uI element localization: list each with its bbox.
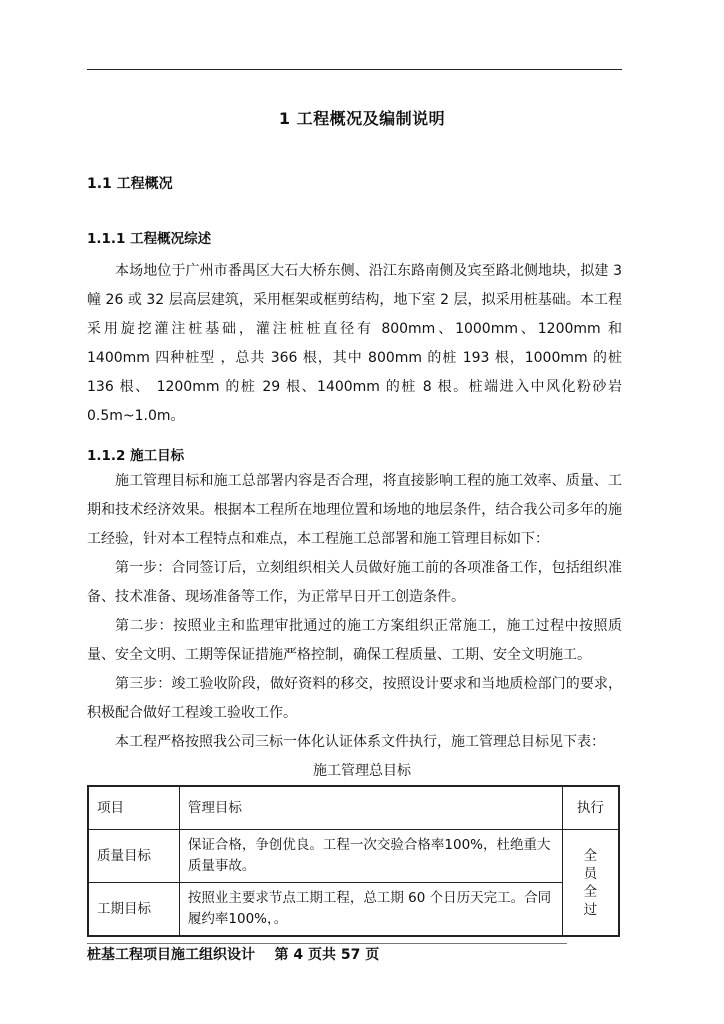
exec-cell (562, 830, 619, 937)
step-three-paragraph: 第三步：竣工验收阶段，做好资料的移交，按照设计要求和当地质检部门的要求，积极配合做好工程竣工验收工作。 (87, 676, 622, 721)
table-row (88, 830, 619, 883)
goals-table (87, 785, 620, 937)
overview-paragraph: 本场地位于广州市番禺区大石大桥东侧、沿江东路南侧及宾至路北侧地块，拟建 3 幢 26 或 32 层高层建筑，采用框架或框剪结构，地下室 2 层，拟采用桩基础。本工程采用旋挖灌注桩基础，灌注桩桩直径有 800mm、1000mm、1200mm 和 1400mm 四种桩型 ，总共 366 根，其中 800mm 的桩 193 根，1000mm 的桩 136 根、 1200mm 的桩 29 根、1400mm 的桩 8 根。桩端进入中风化粉砂岩 0.5m~1.0m。 (87, 263, 622, 424)
subsection-heading-overview: 1.1.1 工程概况综述 (87, 231, 212, 247)
page-footer: 桩基工程项目施工组织设计 第 4 页共 57 页 (87, 947, 380, 963)
exec-char: 员 (583, 865, 598, 882)
step-two-paragraph: 第二步：按照业主和监理审批通过的施工方案组织正常施工，施工过程中按照质量、安全文明、工期等保证措施严格控制，确保工程质量、工期、安全文明施工。 (87, 618, 622, 663)
row-goal: 按照业主要求节点工期工程，总工期 60 个日历天完工。合同履约率100%，。 (179, 883, 562, 937)
row-goal: 保证合格，争创优良。工程一次交验合格率100%，杜绝重大质量事故。 (179, 830, 562, 883)
table-row (88, 883, 619, 937)
table-intro-paragraph: 本工程严格按照我公司三标一体化认证体系文件执行，施工管理总目标见下表： (115, 734, 605, 750)
header-goal: 管理目标 (179, 786, 562, 830)
exec-char: 全 (583, 847, 598, 864)
table-caption: 施工管理总目标 (313, 763, 411, 779)
exec-char: 过 (583, 901, 598, 918)
header-item: 项目 (88, 786, 179, 830)
header-exec: 执行 (562, 786, 619, 830)
row-item: 质量目标 (88, 830, 179, 883)
table-header-row (88, 786, 619, 830)
subsection-heading-goals: 1.1.2 施工目标 (87, 448, 185, 464)
row-item: 工期目标 (88, 883, 179, 937)
chapter-title: 1 工程概况及编制说明 (278, 109, 446, 128)
header-rule (87, 69, 622, 70)
step-one-paragraph: 第一步：合同签订后，立刻组织相关人员做好施工前的各项准备工作，包括组织准备、技术准备、现场准备等工作，为正常早日开工创造条件。 (87, 560, 622, 605)
goals-intro-paragraph: 施工管理目标和施工总部署内容是否合理，将直接影响工程的施工效率、质量、工期和技术经济效果。根据本工程所在地理位置和场地的地层条件，结合我公司多年的施工经验，针对本工程特点和难点，本工程施工总部署和施工管理目标如下： (87, 473, 622, 547)
exec-char: 全 (583, 883, 598, 900)
section-heading: 1.1 工程概况 (87, 176, 173, 192)
